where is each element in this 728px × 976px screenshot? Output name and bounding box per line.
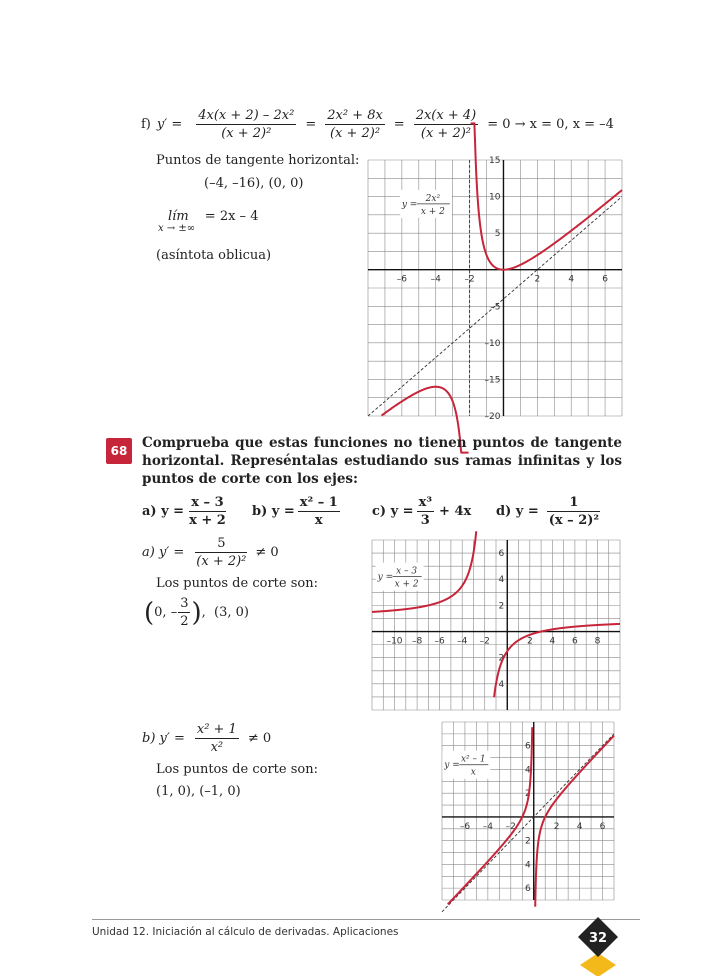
x-tick-label: 2 — [534, 274, 541, 285]
partf-label: f) — [141, 117, 151, 132]
x-tick-label: 2 — [526, 636, 533, 647]
x-tick-label: –6 — [396, 274, 407, 285]
partf-frac3: $\frac{2x(x + 4)}{\text{(x + 2)²}}$ — [415, 108, 477, 141]
y-tick-label: –15 — [484, 375, 501, 386]
partb-cuts-label: Los puntos de corte son: — [156, 762, 318, 777]
x-tick-label: –6 — [459, 821, 471, 832]
footer-divider — [92, 919, 640, 920]
partf-limit: lím = 2x – 4 x → ±∞ — [158, 209, 259, 234]
x-tick-label: 8 — [594, 636, 601, 647]
y-tick-label: 4 — [524, 765, 531, 776]
x-tick-label: 4 — [568, 274, 575, 285]
parta-derivative: a) y′ = $\frac{5}{\text{(x + 2)²}}$ ≠ 0 — [142, 536, 279, 569]
y-tick-label: 2 — [524, 836, 531, 847]
x-tick-label: 4 — [576, 821, 583, 832]
y-tick-label: 6 — [524, 884, 531, 895]
x-tick-label: –2 — [464, 274, 475, 285]
graph-b-svg — [442, 722, 614, 900]
x-tick-label: –2 — [505, 821, 516, 832]
y-tick-label: 2 — [498, 601, 505, 612]
y-tick-label: 6 — [524, 741, 531, 752]
q68-option-b: b) y = $\frac{\text{x² – 1}}{x}$ — [252, 495, 338, 528]
equation-denominator: x + 2 — [394, 579, 419, 590]
partf-frac1: $\frac{\text{4x(x + 2) – 2x²}}{\text{(x + 2)²}}$ — [198, 108, 295, 141]
y-tick-label: 4 — [498, 575, 505, 586]
equation-lhs: y = — [401, 199, 418, 210]
x-tick-label: –2 — [479, 636, 490, 647]
x-tick-label: 4 — [549, 636, 556, 647]
y-tick-label: –20 — [484, 412, 501, 422]
footer-text: Unidad 12. Iniciación al cálculo de derivadas. Aplicaciones — [92, 926, 399, 938]
x-tick-label: 2 — [553, 821, 560, 832]
partf-tangent-label: Puntos de tangente horizontal: — [156, 153, 360, 168]
partf-frac2: $\frac{\text{2x² + 8x}}{\text{(x + 2)²}}$ — [327, 108, 383, 141]
y-tick-label: 15 — [489, 156, 501, 166]
partf-derivative: f) y′ = $\frac{\text{4x(x + 2) – 2x²}}{\text{(x + 2)²}}$ = $\frac{\text{2x² + 8x}}{\text{(x + 2)²}}$ = $\frac{2x(x + 4)}{\text{(x + 2)²}}$ = 0 → x = 0, x = –4 — [141, 108, 614, 141]
y-tick-label: 2 — [498, 653, 505, 664]
q68-option-d: d) y = $\frac{1}{\text{(x – 2)²}}$ — [496, 495, 600, 528]
graph-a — [372, 540, 620, 710]
y-tick-label: –5 — [490, 302, 501, 313]
page-badge-shape — [578, 917, 618, 972]
partb-cuts: (1, 0), (–1, 0) — [156, 784, 241, 799]
equation-lhs: y = — [377, 572, 394, 583]
curve-branch — [494, 624, 620, 697]
x-tick-label: 6 — [602, 274, 608, 285]
graph-b — [442, 722, 614, 900]
x-tick-label: –4 — [430, 274, 441, 285]
q68-option-c: c) y = $\frac{\text{x³}}{3}$ + 4x — [372, 495, 472, 528]
x-tick-label: 6 — [572, 636, 578, 647]
partf-asymptote: (asíntota oblicua) — [156, 248, 272, 263]
q68-option-a: a) y = $\frac{x - 3}{x + 2}$ — [142, 495, 226, 528]
x-tick-label: –4 — [482, 821, 493, 832]
y-tick-label: 4 — [524, 860, 531, 871]
y-tick-label: 4 — [498, 679, 505, 690]
graph-f — [368, 156, 622, 422]
parta-cuts: ( 0, – $\frac{3}{2}$ ) , (3, 0) — [144, 596, 249, 629]
equation-denominator: x — [470, 767, 476, 778]
equation-numerator: x – 3 — [396, 566, 418, 577]
equation-numerator: x² – 1 — [460, 754, 486, 765]
y-tick-label: –10 — [484, 338, 501, 349]
page-number-badge — [578, 917, 618, 957]
y-tick-label: 5 — [494, 229, 501, 240]
y-tick-label: 10 — [489, 192, 501, 203]
equation-denominator: x + 2 — [420, 206, 445, 217]
question-68-badge: 68 — [106, 438, 132, 464]
partb-derivative: b) y′ = $\frac{\text{x² + 1}}{\text{x²}}$ ≠ 0 — [142, 722, 272, 755]
page-number: 32 — [588, 931, 608, 946]
partf-lhs: y′ = — [156, 117, 183, 132]
y-tick-label: 2 — [524, 789, 531, 800]
equation-lhs: y = — [444, 760, 460, 771]
graph-f-svg — [368, 156, 622, 422]
y-tick-label: 6 — [498, 549, 505, 560]
x-tick-label: –8 — [411, 636, 423, 647]
equation-numerator: 2x² — [425, 193, 441, 204]
x-tick-label: –4 — [457, 636, 468, 647]
graph-a-svg — [372, 540, 620, 710]
question-68-statement: Comprueba que estas funciones no tienen puntos de tangente horizontal. Represéntalas estudiando sus ramas infinitas y los puntos de corte con los ejes: — [142, 435, 622, 487]
x-tick-label: –10 — [386, 636, 403, 647]
x-tick-label: 6 — [599, 821, 606, 832]
partf-tangent-points: (–4, –16), (0, 0) — [204, 176, 304, 191]
parta-cuts-label: Los puntos de corte son: — [156, 576, 318, 591]
partf-result: = 0 → x = 0, x = –4 — [487, 117, 614, 132]
x-tick-label: –6 — [434, 636, 445, 647]
